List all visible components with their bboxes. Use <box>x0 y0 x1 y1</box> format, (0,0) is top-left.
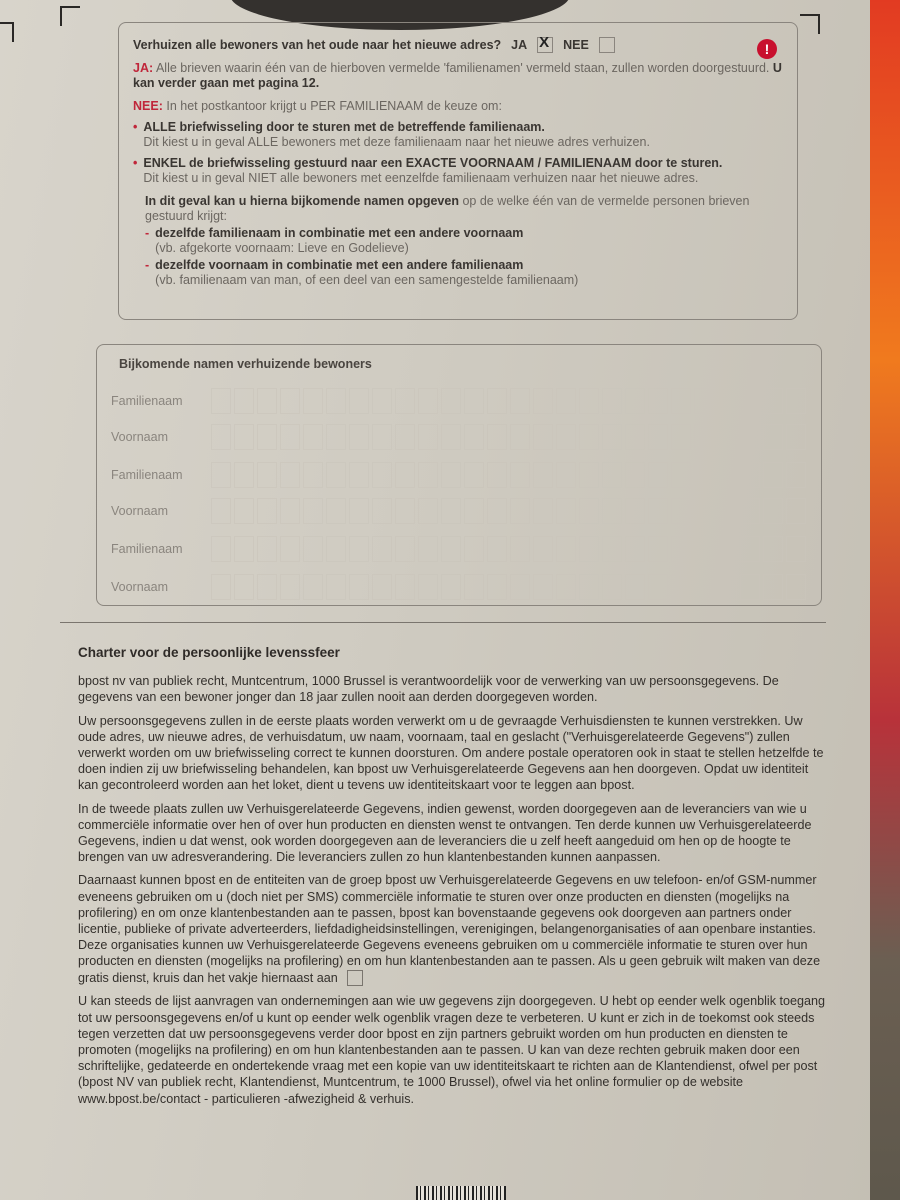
char-cell[interactable] <box>395 462 415 488</box>
char-cell[interactable] <box>372 388 392 414</box>
char-cell[interactable] <box>303 574 323 600</box>
char-cell[interactable] <box>326 424 346 450</box>
char-cell[interactable] <box>556 424 576 450</box>
charter-p5: U kan steeds de lijst aanvragen van ondernemingen aan wie uw gegevens zijn doorgegeven. U hebt op eender welk ogenblik toegang tot uw persoonsgegevens en/of u kunt op eender welk ogenblik vragen deze te verbeteren. U kunt er zich in de toekomst ook steeds tegen verzetten dat uw persoonsgegevens verder door bpost en zijn partners gebruikt worden om hun producten en diensten te promoten (mogelijks na profilering) en om hun klantenbestanden aan te passen. U kan van deze rechten gebruik maken door een schriftelijke, gedateerde en ondertekende vraag met een kopie van uw identiteitskaart te richten aan de Klantendienst, ofwel per post (bpost NV van publiek recht, Klantendienst, Muntcentrum, te 1000 Brussel), ofwel via het online formulier op de website www.bpost.be/contact - particulieren -afwezigheid & verhuis. <box>78 994 826 1106</box>
additional-names-box <box>96 344 822 606</box>
char-cell[interactable] <box>257 462 277 488</box>
char-cell[interactable] <box>740 424 760 450</box>
char-cell[interactable] <box>441 424 461 450</box>
char-cell[interactable] <box>533 498 553 524</box>
opt-out-checkbox[interactable] <box>347 970 363 986</box>
char-cell[interactable] <box>280 536 300 562</box>
char-cell[interactable] <box>257 424 277 450</box>
char-cell[interactable] <box>234 536 254 562</box>
char-cell[interactable] <box>395 388 415 414</box>
char-cell[interactable] <box>602 424 622 450</box>
char-cell[interactable] <box>763 388 783 414</box>
option-exact <box>133 156 783 186</box>
nee-text: In het postkantoor krijgt u PER FAMILIENAAM de keuze om: <box>166 99 502 113</box>
charter-p4-wrap <box>78 872 828 986</box>
name-row-label: Voornaam <box>111 580 168 594</box>
char-cell[interactable] <box>556 498 576 524</box>
charter-p2: Uw persoonsgegevens zullen in de eerste plaats worden verwerkt om u de gevraagde Verhuisdiensten te kunnen verstrekken. Uw oude adres, uw nieuwe adres, de verhuisdatum, uw naam, voornaam, taal en geslacht ("Verhuisgerelateerde Gegevens") zullen verwerkt worden om uw briefwisseling correct te kunnen doorsturen. Om andere postale operatoren ook in staat te stellen hetzelfde te doen indien zij uw briefwisseling behandelen, kan bpost uw Verhuisgerelateerde Gegevens aan hen doorgeven. Opdat uw identiteit kan gecontroleerd worden aan het loket, dient u tevens uw identiteitskaart voor te leggen aan bpost. <box>78 713 824 793</box>
char-cell[interactable] <box>625 498 645 524</box>
name-input-cells[interactable] <box>211 462 806 488</box>
char-cell[interactable] <box>464 536 484 562</box>
char-cell[interactable] <box>556 574 576 600</box>
moving-residents-question-box <box>118 22 798 320</box>
char-cell[interactable] <box>717 498 737 524</box>
char-cell[interactable] <box>694 574 714 600</box>
char-cell[interactable] <box>441 574 461 600</box>
ja-text: Alle brieven waarin één van de hierboven vermelde 'familienamen' vermeld staan, zullen worden doorgestuurd. <box>155 61 770 75</box>
char-cell[interactable] <box>441 536 461 562</box>
background-object <box>870 0 900 1200</box>
char-cell[interactable] <box>234 462 254 488</box>
name-row-label: Familienaam <box>111 468 183 482</box>
char-cell[interactable] <box>372 498 392 524</box>
charter-p4: Daarnaast kunnen bpost en de entiteiten van de groep bpost uw Verhuisgerelateerde Gegevens en uw telefoon- en/of GSM-nummer eveneens gebruiken om u (doch niet per SMS) commerciële informatie te sturen over onze producten en diensten (mogelijks na profilering) en om onze klantenbestanden aan te passen, bpost kan bovenstaande gegevens ook doorgeven aan partners onder licentie, publieke of private adverteerders, liefdadigheidsinstellingen, verenigingen, belangenorganisaties of aan openbare instanties. Deze organisaties kunnen uw Verhuisgerelateerde Gegevens eveneens gebruiken om u commerciële informatie te sturen over hun producten en diensten (mogelijks na profilering) en om hun klantenbestanden aan te passen. Als u geen gebruik wilt maken van deze gratis dienst, kruis dan het vakje hiernaast aan <box>78 873 821 985</box>
char-cell[interactable] <box>326 574 346 600</box>
name-row <box>111 573 811 601</box>
bullet-dot: • <box>133 156 138 170</box>
char-cell[interactable] <box>418 424 438 450</box>
char-cell[interactable] <box>717 536 737 562</box>
char-cell[interactable] <box>395 424 415 450</box>
name-row <box>111 423 811 451</box>
nee-checkbox[interactable] <box>599 37 615 53</box>
charter-title: Charter voor de persoonlijke levenssfeer <box>78 645 340 660</box>
ja-label: JA <box>511 37 528 52</box>
corner-mark <box>60 6 80 26</box>
char-cell[interactable] <box>464 574 484 600</box>
extra-names-paragraph <box>145 194 783 224</box>
sub1-example: (vb. afgekorte voornaam: Lieve en Godelieve) <box>155 241 409 255</box>
char-cell[interactable] <box>326 462 346 488</box>
char-cell[interactable] <box>786 498 806 524</box>
char-cell[interactable] <box>441 462 461 488</box>
char-cell[interactable] <box>211 388 231 414</box>
char-cell[interactable] <box>234 388 254 414</box>
char-cell[interactable] <box>234 424 254 450</box>
char-cell[interactable] <box>579 536 599 562</box>
char-cell[interactable] <box>579 574 599 600</box>
char-cell[interactable] <box>602 388 622 414</box>
char-cell[interactable] <box>510 388 530 414</box>
char-cell[interactable] <box>602 498 622 524</box>
char-cell[interactable] <box>487 574 507 600</box>
char-cell[interactable] <box>579 388 599 414</box>
char-cell[interactable] <box>671 498 691 524</box>
char-cell[interactable] <box>533 574 553 600</box>
char-cell[interactable] <box>625 424 645 450</box>
char-cell[interactable] <box>694 462 714 488</box>
char-cell[interactable] <box>303 388 323 414</box>
char-cell[interactable] <box>257 498 277 524</box>
char-cell[interactable] <box>349 498 369 524</box>
nee-prefix: NEE: <box>133 99 163 113</box>
char-cell[interactable] <box>349 462 369 488</box>
name-input-cells[interactable] <box>211 424 806 450</box>
char-cell[interactable] <box>510 498 530 524</box>
char-cell[interactable] <box>625 462 645 488</box>
char-cell[interactable] <box>326 536 346 562</box>
char-cell[interactable] <box>717 462 737 488</box>
char-cell[interactable] <box>579 424 599 450</box>
char-cell[interactable] <box>533 462 553 488</box>
name-row <box>111 497 811 525</box>
barcode <box>416 1186 506 1200</box>
char-cell[interactable] <box>671 462 691 488</box>
char-cell[interactable] <box>740 498 760 524</box>
char-cell[interactable] <box>602 462 622 488</box>
char-cell[interactable] <box>740 574 760 600</box>
char-cell[interactable] <box>418 462 438 488</box>
char-cell[interactable] <box>349 424 369 450</box>
name-row-label: Voornaam <box>111 430 168 444</box>
char-cell[interactable] <box>464 424 484 450</box>
char-cell[interactable] <box>464 388 484 414</box>
char-cell[interactable] <box>349 574 369 600</box>
char-cell[interactable] <box>326 498 346 524</box>
question-text: Verhuizen alle bewoners van het oude naar het nieuwe adres? <box>133 37 502 52</box>
nee-paragraph <box>133 99 783 114</box>
char-cell[interactable] <box>464 462 484 488</box>
char-cell[interactable] <box>303 536 323 562</box>
char-cell[interactable] <box>211 536 231 562</box>
name-input-cells[interactable] <box>211 388 806 414</box>
char-cell[interactable] <box>602 536 622 562</box>
char-cell[interactable] <box>533 424 553 450</box>
char-cell[interactable] <box>418 574 438 600</box>
char-cell[interactable] <box>763 536 783 562</box>
char-cell[interactable] <box>763 462 783 488</box>
char-cell[interactable] <box>556 536 576 562</box>
char-cell[interactable] <box>740 462 760 488</box>
char-cell[interactable] <box>280 388 300 414</box>
charter-p1: bpost nv van publiek recht, Muntcentrum, 1000 Brussel is verantwoordelijk voor de verwerking van uw persoonsgegevens. De gegevens van een bewoner jonger dan 18 jaar zullen nooit aan derden doorgegeven worden. <box>78 674 779 705</box>
corner-mark <box>800 14 820 34</box>
name-row-label: Voornaam <box>111 504 168 518</box>
char-cell[interactable] <box>671 574 691 600</box>
corner-mark <box>0 22 14 42</box>
char-cell[interactable] <box>349 536 369 562</box>
sub2-title: dezelfde voornaam in combinatie met een andere familienaam <box>155 258 524 272</box>
char-cell[interactable] <box>786 536 806 562</box>
extra-names-bold: In dit geval kan u hierna bijkomende namen opgeven <box>145 194 459 208</box>
char-cell[interactable] <box>763 424 783 450</box>
char-cell[interactable] <box>533 388 553 414</box>
char-cell[interactable] <box>786 462 806 488</box>
char-cell[interactable] <box>648 462 668 488</box>
char-cell[interactable] <box>740 388 760 414</box>
char-cell[interactable] <box>418 498 438 524</box>
char-cell[interactable] <box>487 424 507 450</box>
char-cell[interactable] <box>786 388 806 414</box>
char-cell[interactable] <box>303 424 323 450</box>
char-cell[interactable] <box>510 462 530 488</box>
char-cell[interactable] <box>257 574 277 600</box>
char-cell[interactable] <box>211 424 231 450</box>
char-cell[interactable] <box>579 498 599 524</box>
char-cell[interactable] <box>648 574 668 600</box>
char-cell[interactable] <box>372 424 392 450</box>
nee-label: NEE <box>563 37 589 52</box>
additional-names-title: Bijkomende namen verhuizende bewoners <box>119 357 372 371</box>
char-cell[interactable] <box>533 536 553 562</box>
name-input-cells[interactable] <box>211 574 806 600</box>
ja-continue: U kan verder gaan met pagina 12. <box>133 61 782 90</box>
ja-checkbox[interactable] <box>537 37 553 53</box>
char-cell[interactable] <box>671 536 691 562</box>
char-cell[interactable] <box>763 498 783 524</box>
char-cell[interactable] <box>303 462 323 488</box>
char-cell[interactable] <box>694 424 714 450</box>
bullet-dot: - <box>145 258 150 272</box>
char-cell[interactable] <box>717 574 737 600</box>
option-all <box>133 120 783 150</box>
char-cell[interactable] <box>211 462 231 488</box>
question-row <box>133 37 783 53</box>
char-cell[interactable] <box>625 574 645 600</box>
char-cell[interactable] <box>303 498 323 524</box>
bullet-dot: - <box>145 226 150 240</box>
name-input-cells[interactable] <box>211 536 806 562</box>
char-cell[interactable] <box>510 536 530 562</box>
char-cell[interactable] <box>441 388 461 414</box>
char-cell[interactable] <box>602 574 622 600</box>
char-cell[interactable] <box>280 574 300 600</box>
sub-option-firstname <box>145 226 783 256</box>
name-row-label: Familienaam <box>111 542 183 556</box>
char-cell[interactable] <box>349 388 369 414</box>
char-cell[interactable] <box>510 424 530 450</box>
char-cell[interactable] <box>372 462 392 488</box>
char-cell[interactable] <box>487 536 507 562</box>
char-cell[interactable] <box>556 462 576 488</box>
char-cell[interactable] <box>717 388 737 414</box>
char-cell[interactable] <box>280 424 300 450</box>
name-row <box>111 461 811 489</box>
charter-p3: In de tweede plaats zullen uw Verhuisgerelateerde Gegevens, indien gewenst, worden doorgegeven aan de leveranciers van wie u commerciële informatie over hen of over hun producten en diensten wenst te ontvangen. Ten derde kunnen uw Verhuisgerelateerde Gegevens, indien u dat wenst, ook worden doorgegeven aan de leveranciers die u zelf heeft aangeduid om hen op de hoogte te brengen van uw adresverandering. Die leveranciers zullen zo hun klantenbestanden kunnen aanpassen. <box>78 801 812 865</box>
char-cell[interactable] <box>694 498 714 524</box>
char-cell[interactable] <box>671 424 691 450</box>
char-cell[interactable] <box>625 536 645 562</box>
char-cell[interactable] <box>372 536 392 562</box>
name-row <box>111 387 811 415</box>
char-cell[interactable] <box>464 498 484 524</box>
extra-names-rest: op de welke één van de vermelde personen brieven gestuurd krijgt: <box>145 194 750 223</box>
char-cell[interactable] <box>372 574 392 600</box>
char-cell[interactable] <box>211 574 231 600</box>
char-cell[interactable] <box>395 536 415 562</box>
option-exact-title: ENKEL de briefwisseling gestuurd naar een EXACTE VOORNAAM / FAMILIENAAM door te sturen. <box>143 156 723 170</box>
sub1-title: dezelfde familienaam in combinatie met een andere voornaam <box>155 226 524 240</box>
alert-icon: ! <box>757 39 777 59</box>
char-cell[interactable] <box>763 574 783 600</box>
char-cell[interactable] <box>257 388 277 414</box>
char-cell[interactable] <box>487 388 507 414</box>
sub2-example: (vb. familienaam van man, of een deel van een samengestelde familienaam) <box>155 273 579 287</box>
char-cell[interactable] <box>694 536 714 562</box>
bullet-dot: • <box>133 120 138 134</box>
char-cell[interactable] <box>487 462 507 488</box>
char-cell[interactable] <box>257 536 277 562</box>
char-cell[interactable] <box>671 388 691 414</box>
sub-option-lastname <box>145 258 783 288</box>
name-row-label: Familienaam <box>111 394 183 408</box>
char-cell[interactable] <box>510 574 530 600</box>
char-cell[interactable] <box>648 536 668 562</box>
ja-paragraph <box>133 61 783 91</box>
char-cell[interactable] <box>441 498 461 524</box>
ja-prefix: JA: <box>133 61 154 75</box>
divider <box>60 622 826 623</box>
char-cell[interactable] <box>418 536 438 562</box>
char-cell[interactable] <box>786 574 806 600</box>
char-cell[interactable] <box>395 574 415 600</box>
char-cell[interactable] <box>556 388 576 414</box>
char-cell[interactable] <box>579 462 599 488</box>
option-all-title: ALLE briefwisseling door te sturen met de betreffende familienaam. <box>143 120 545 134</box>
char-cell[interactable] <box>326 388 346 414</box>
char-cell[interactable] <box>694 388 714 414</box>
char-cell[interactable] <box>280 498 300 524</box>
char-cell[interactable] <box>648 424 668 450</box>
char-cell[interactable] <box>625 388 645 414</box>
char-cell[interactable] <box>211 498 231 524</box>
option-exact-sub: Dit kiest u in geval NIET alle bewoners met eenzelfde familienaam verhuizen naar het nieuwe adres. <box>143 171 699 185</box>
privacy-charter <box>78 645 828 1114</box>
char-cell[interactable] <box>786 424 806 450</box>
name-row <box>111 535 811 563</box>
char-cell[interactable] <box>717 424 737 450</box>
char-cell[interactable] <box>234 574 254 600</box>
char-cell[interactable] <box>280 462 300 488</box>
char-cell[interactable] <box>487 498 507 524</box>
char-cell[interactable] <box>648 498 668 524</box>
name-input-cells[interactable] <box>211 498 806 524</box>
char-cell[interactable] <box>395 498 415 524</box>
char-cell[interactable] <box>740 536 760 562</box>
option-all-sub: Dit kiest u in geval ALLE bewoners met deze familienaam naar het nieuwe adres verhuizen. <box>143 135 650 149</box>
char-cell[interactable] <box>234 498 254 524</box>
char-cell[interactable] <box>418 388 438 414</box>
char-cell[interactable] <box>648 388 668 414</box>
